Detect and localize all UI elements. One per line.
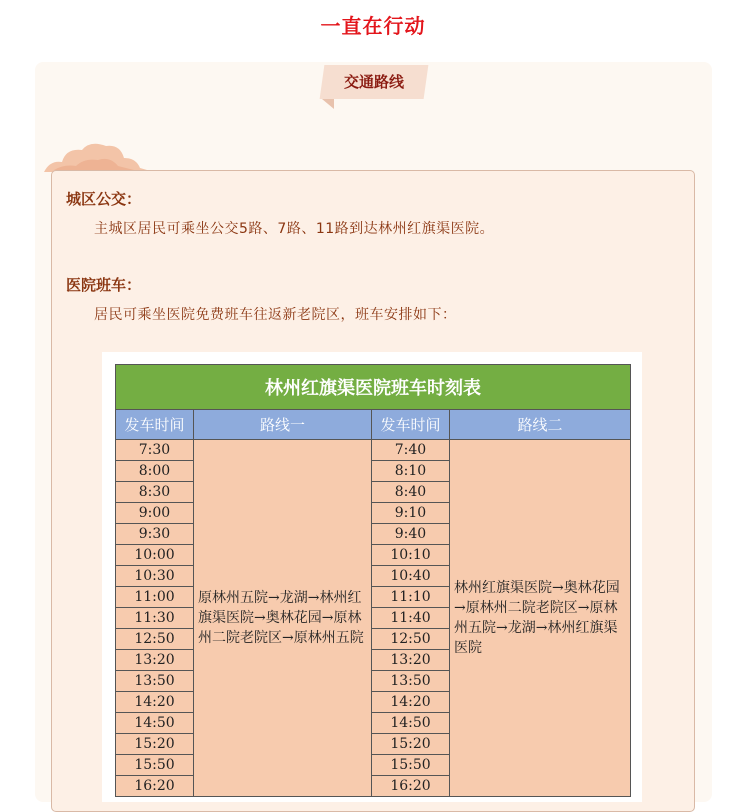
timetable-body [116, 440, 631, 797]
header-departure-time-2: 发车时间 [372, 410, 450, 440]
header-route-2: 路线二 [450, 410, 631, 440]
departure-time-cell: 15:20 [372, 734, 450, 755]
departure-time-cell: 13:20 [372, 650, 450, 671]
departure-time-cell: 8:10 [372, 461, 450, 482]
departure-time-cell: 15:20 [116, 734, 194, 755]
header-route-1: 路线一 [194, 410, 372, 440]
departure-time-cell: 10:00 [116, 545, 194, 566]
page-title: 一直在行动 [320, 14, 426, 38]
departure-time-cell: 7:40 [372, 440, 450, 461]
departure-time-cell: 8:40 [372, 482, 450, 503]
departure-time-cell: 13:20 [116, 650, 194, 671]
departure-time-cell: 9:40 [372, 524, 450, 545]
departure-time-cell: 11:30 [116, 608, 194, 629]
departure-time-cell: 10:40 [372, 566, 450, 587]
bus-section-text: 主城区居民可乘坐公交5路、7路、11路到达林州红旗渠医院。 [94, 221, 495, 237]
departure-time-cell: 14:50 [116, 713, 194, 734]
departure-time-cell: 10:30 [116, 566, 194, 587]
departure-time-cell: 14:20 [372, 692, 450, 713]
departure-time-cell: 16:20 [372, 776, 450, 797]
route-two-cell: 林州红旗渠医院→奥林花园→原林州二院老院区→原林州五院→龙湖→林州红旗渠医院 [450, 440, 631, 797]
section-tag-fold [322, 99, 334, 109]
timetable-title: 林州红旗渠医院班车时刻表 [116, 365, 631, 410]
departure-time-cell: 10:10 [372, 545, 450, 566]
bus-section-title: 城区公交： [66, 190, 142, 208]
departure-time-cell: 15:50 [116, 755, 194, 776]
departure-time-cell: 12:50 [372, 629, 450, 650]
departure-time-cell: 13:50 [116, 671, 194, 692]
departure-time-cell: 12:50 [116, 629, 194, 650]
shuttle-section-title: 医院班车： [66, 276, 142, 294]
departure-time-cell: 11:00 [116, 587, 194, 608]
departure-time-cell: 9:30 [116, 524, 194, 545]
header-departure-time-1: 发车时间 [116, 410, 194, 440]
departure-time-cell: 16:20 [116, 776, 194, 797]
departure-time-cell: 7:30 [116, 440, 194, 461]
departure-time-cell: 9:00 [116, 503, 194, 524]
departure-time-cell: 8:00 [116, 461, 194, 482]
shuttle-timetable [115, 364, 631, 797]
departure-time-cell: 9:10 [372, 503, 450, 524]
departure-time-cell: 11:10 [372, 587, 450, 608]
departure-time-cell: 13:50 [372, 671, 450, 692]
departure-time-cell: 8:30 [116, 482, 194, 503]
section-tag: 交通路线 [343, 73, 404, 91]
departure-time-cell: 15:50 [372, 755, 450, 776]
departure-time-cell: 14:20 [116, 692, 194, 713]
departure-time-cell: 11:40 [372, 608, 450, 629]
table-row [116, 440, 631, 461]
departure-time-cell: 14:50 [372, 713, 450, 734]
shuttle-section-text: 居民可乘坐医院免费班车往返新老院区，班车安排如下： [94, 307, 457, 323]
route-one-cell: 原林州五院→龙湖→林州红旗渠医院→奥林花园→原林州二院老院区→原林州五院 [194, 440, 372, 797]
